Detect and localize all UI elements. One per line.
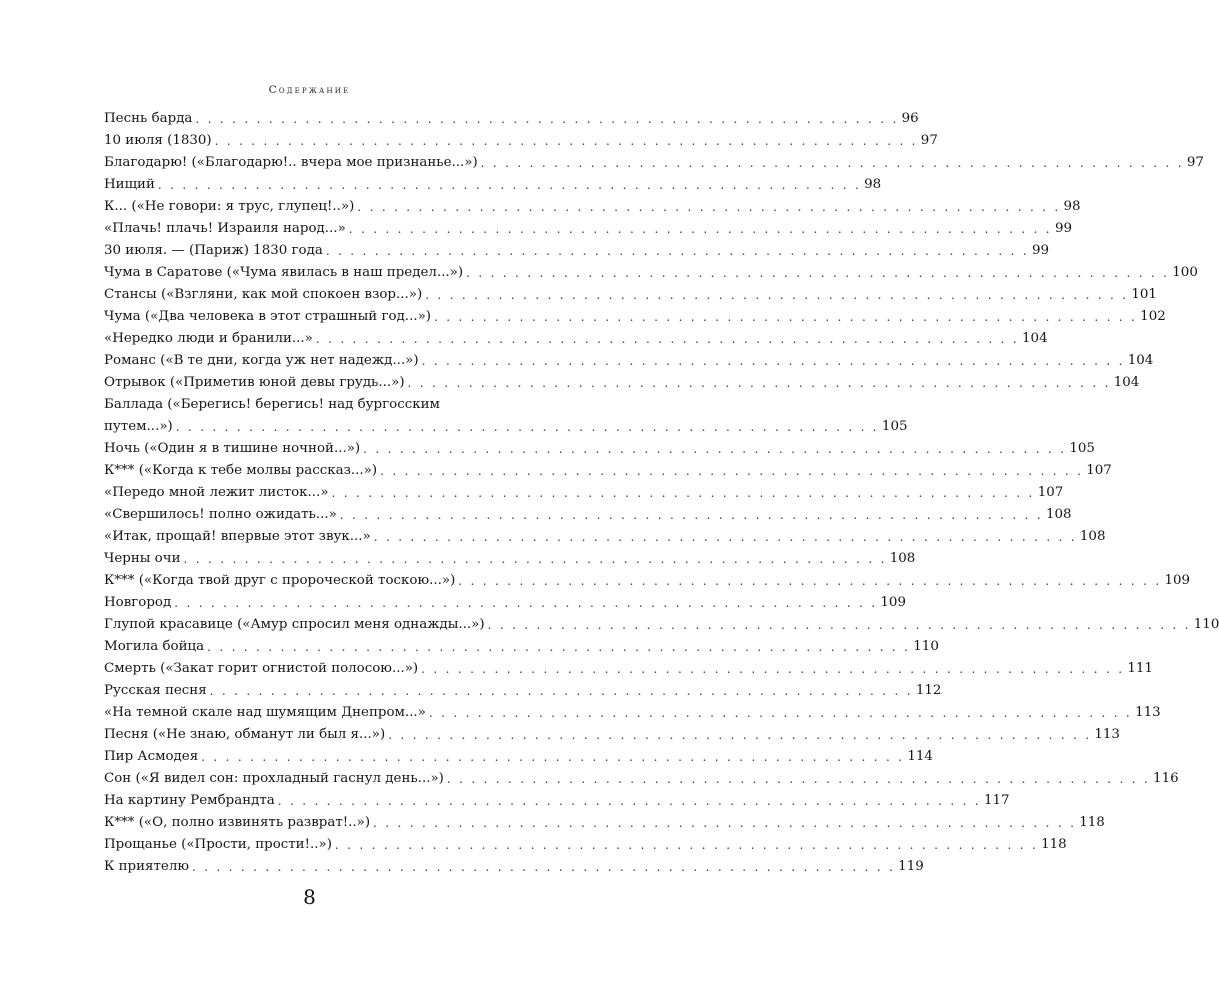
toc-entry-title: Сон («Я видел сон: прохладный гаснул день...»): [104, 771, 444, 786]
toc-entry-title: Отрывок («Приметив юной девы грудь...»): [104, 375, 405, 390]
toc-entry-title: «Передо мной лежит листок...»: [104, 485, 329, 500]
toc-entry-title: К*** («О, полно извинять разврат!..»): [104, 815, 371, 830]
toc-entry-page: 107: [1037, 485, 1064, 500]
toc-entry-title: К*** («Когда твой друг с пророческой тоскою...»): [104, 573, 456, 588]
dot-leader: . . . . . . . . . . . . . . . . . . . . . . . . . . . . . . . . . . . . . . . . . . . . . . . . . . . . . . . . . .: [421, 662, 1125, 676]
toc-entry-page: 99: [1032, 243, 1050, 258]
toc-entry: [104, 592, 906, 614]
page-number: 8: [303, 885, 316, 909]
toc-entry: [104, 130, 938, 152]
toc-entry-title: «Нередко люди и бранили...»: [104, 331, 313, 346]
dot-leader: . . . . . . . . . . . . . . . . . . . . . . . . . . . . . . . . . . . . . . . . . . . . . . . . . . . . . . . . . .: [363, 442, 1067, 456]
dot-leader: . . . . . . . . . . . . . . . . . . . . . . . . . . . . . . . . . . . . . . . . . . . . . . . . . . . . . . . . . .: [207, 640, 911, 654]
dot-leader: . . . . . . . . . . . . . . . . . . . . . . . . . . . . . . . . . . . . . . . . . . . . . . . . . . . . . . . . . .: [315, 332, 1020, 346]
dot-leader: . . . . . . . . . . . . . . . . . . . . . . . . . . . . . . . . . . . . . . . . . . . . . . . . . . . . . . . . . .: [339, 508, 1043, 522]
toc-entry-title: Баллада («Берегись! берегись! над бургосским: [104, 397, 440, 412]
toc-entry: [104, 306, 1166, 328]
dot-leader: . . . . . . . . . . . . . . . . . . . . . . . . . . . . . . . . . . . . . . . . . . . . . . . . . . . . . . . . . .: [174, 596, 878, 610]
toc-entry-title: Могила бойца: [104, 639, 205, 654]
toc-entry-page: 108: [1079, 529, 1106, 544]
toc-entry-page: 119: [898, 859, 924, 874]
dot-leader: . . . . . . . . . . . . . . . . . . . . . . . . . . . . . . . . . . . . . . . . . . . . . . . . . . . . . . . . . .: [331, 486, 1035, 500]
dot-leader: . . . . . . . . . . . . . . . . . . . . . . . . . . . . . . . . . . . . . . . . . . . . . . . . . . . . . . . . . .: [428, 706, 1133, 720]
toc-entry: [104, 856, 924, 878]
toc-entry: [104, 790, 1010, 812]
toc-entry-page: 113: [1094, 727, 1120, 742]
toc-entry-title: «Свершилось! полно ожидать...»: [104, 507, 337, 522]
running-header: Содержание: [268, 84, 351, 96]
toc-entry-page: 105: [1069, 441, 1095, 456]
toc-entry: [104, 152, 1204, 174]
dot-leader: . . . . . . . . . . . . . . . . . . . . . . . . . . . . . . . . . . . . . . . . . . . . . . . . . . . . . . . . . .: [458, 574, 1162, 588]
toc-entry-page: 117: [983, 793, 1010, 808]
toc-entry-page: 116: [1153, 771, 1179, 786]
toc-entry-title: К приятелю: [104, 859, 189, 874]
toc-entry-title: Прощанье («Прости, прости!..»): [104, 837, 332, 852]
dot-leader: . . . . . . . . . . . . . . . . . . . . . . . . . . . . . . . . . . . . . . . . . . . . . . . . . . . . . . . . . .: [466, 266, 1170, 280]
dot-leader: . . . . . . . . . . . . . . . . . . . . . . . . . . . . . . . . . . . . . . . . . . . . . . . . . . . . . . . . . .: [480, 156, 1184, 170]
toc-entry-title: Песня («Не знаю, обманут ли был я...»): [104, 727, 386, 742]
dot-leader: . . . . . . . . . . . . . . . . . . . . . . . . . . . . . . . . . . . . . . . . . . . . . . . . . . . . . . . . . .: [348, 222, 1052, 236]
toc-entry: [104, 614, 1219, 636]
toc-entry-page: 98: [1063, 199, 1081, 214]
toc-entry-title: Песнь барда: [104, 111, 193, 126]
toc-entry-page: 100: [1172, 265, 1198, 280]
toc-entry: [104, 482, 1064, 504]
toc-entry: [104, 240, 1050, 262]
dot-leader: . . . . . . . . . . . . . . . . . . . . . . . . . . . . . . . . . . . . . . . . . . . . . . . . . . . . . . . . . .: [434, 310, 1138, 324]
toc-entry-page: 108: [889, 551, 916, 566]
toc-entry: [104, 196, 1081, 218]
toc-entry-title: «На темной скале над шумящим Днепром...»: [104, 705, 426, 720]
toc-entry-title: Ночь («Один я в тишине ночной...»): [104, 441, 361, 456]
toc-entry: [104, 504, 1072, 526]
toc-entry: [104, 174, 882, 196]
toc-entry-page: 104: [1022, 331, 1048, 346]
dot-leader: . . . . . . . . . . . . . . . . . . . . . . . . . . . . . . . . . . . . . . . . . . . . . . . . . . . . . . . . . .: [380, 464, 1084, 478]
dot-leader: . . . . . . . . . . . . . . . . . . . . . . . . . . . . . . . . . . . . . . . . . . . . . . . . . . . . . . . . . .: [157, 178, 862, 192]
toc-entry-title: 30 июля. — (Париж) 1830 года: [104, 243, 323, 258]
toc-entry: [104, 262, 1198, 284]
dot-leader: . . . . . . . . . . . . . . . . . . . . . . . . . . . . . . . . . . . . . . . . . . . . . . . . . . . . . . . . . .: [373, 816, 1077, 830]
toc-entry: [104, 636, 939, 658]
dot-leader: . . . . . . . . . . . . . . . . . . . . . . . . . . . . . . . . . . . . . . . . . . . . . . . . . . . . . . . . . .: [183, 552, 887, 566]
dot-leader: . . . . . . . . . . . . . . . . . . . . . . . . . . . . . . . . . . . . . . . . . . . . . . . . . . . . . . . . . .: [407, 376, 1111, 390]
toc-entry-title: «Итак, прощай! впервые этот звук...»: [104, 529, 371, 544]
toc-entry-page: 98: [864, 177, 882, 192]
toc-entry-page: 97: [920, 133, 938, 148]
toc-entry-title: Глупой красавице («Амур спросил меня однажды...»): [104, 617, 485, 632]
toc-entry: [104, 724, 1120, 746]
toc-entry-title: Чума в Саратове («Чума явилась в наш предел...»): [104, 265, 464, 280]
toc-entry: [104, 438, 1095, 460]
toc-entry: [104, 812, 1105, 834]
toc-entry-page: 102: [1140, 309, 1166, 324]
toc-entry: [104, 548, 916, 570]
toc-entry: [104, 284, 1157, 306]
toc-entry: [104, 108, 919, 130]
toc-entry-title: 10 июля (1830): [104, 133, 212, 148]
toc-entry: [104, 834, 1067, 856]
toc-entry-title: Нищий: [104, 177, 155, 192]
toc-entry-page: 97: [1186, 155, 1204, 170]
toc-entry-page: 105: [881, 419, 908, 434]
toc-entry: [104, 350, 1154, 372]
toc-entry: [104, 680, 942, 702]
toc-entry-page: 113: [1135, 705, 1161, 720]
toc-entry: [104, 768, 1179, 790]
dot-leader: . . . . . . . . . . . . . . . . . . . . . . . . . . . . . . . . . . . . . . . . . . . . . . . . . . . . . . . . . .: [175, 420, 879, 434]
toc-entry-title: Черны очи: [104, 551, 181, 566]
toc-entry-page: 104: [1113, 375, 1140, 390]
toc-entry-page: 114: [907, 749, 933, 764]
toc-entry-page: 111: [1127, 661, 1153, 676]
toc-entry: [104, 570, 1191, 592]
toc-entry-page: 118: [1041, 837, 1067, 852]
toc-entry-title: На картину Рембрандта: [104, 793, 275, 808]
toc-entry-title: Романс («В те дни, когда уж нет надежд...»): [104, 353, 419, 368]
toc-entry-title: К... («Не говори: я трус, глупец!..»): [104, 199, 355, 214]
toc-entry-page: 112: [915, 683, 942, 698]
toc-entry: [104, 372, 1140, 394]
toc-entry-title: Пир Асмодея: [104, 749, 199, 764]
toc-entry: [104, 702, 1161, 724]
toc-entry-title: Благодарю! («Благодарю!.. вчера мое признанье...»): [104, 155, 478, 170]
toc-entry-page: 101: [1131, 287, 1157, 302]
toc-entry: [104, 328, 1048, 350]
dot-leader: . . . . . . . . . . . . . . . . . . . . . . . . . . . . . . . . . . . . . . . . . . . . . . . . . . . . . . . . . .: [425, 288, 1129, 302]
table-of-contents: [104, 108, 1219, 878]
dot-leader: . . . . . . . . . . . . . . . . . . . . . . . . . . . . . . . . . . . . . . . . . . . . . . . . . . . . . . . . . .: [334, 838, 1039, 852]
dot-leader: . . . . . . . . . . . . . . . . . . . . . . . . . . . . . . . . . . . . . . . . . . . . . . . . . . . . . . . . . .: [388, 728, 1092, 742]
toc-entry-page: 104: [1127, 353, 1154, 368]
dot-leader: . . . . . . . . . . . . . . . . . . . . . . . . . . . . . . . . . . . . . . . . . . . . . . . . . . . . . . . . . .: [373, 530, 1077, 544]
toc-entry: [104, 746, 933, 768]
toc-entry-page: 109: [1164, 573, 1191, 588]
toc-entry-title: Стансы («Взгляни, как мой спокоен взор...»): [104, 287, 423, 302]
dot-leader: . . . . . . . . . . . . . . . . . . . . . . . . . . . . . . . . . . . . . . . . . . . . . . . . . . . . . . . . . .: [421, 354, 1125, 368]
toc-entry: [104, 218, 1072, 240]
dot-leader: . . . . . . . . . . . . . . . . . . . . . . . . . . . . . . . . . . . . . . . . . . . . . . . . . . . . . . . . . .: [209, 684, 913, 698]
toc-entry-page: 118: [1079, 815, 1105, 830]
dot-leader: . . . . . . . . . . . . . . . . . . . . . . . . . . . . . . . . . . . . . . . . . . . . . . . . . . . . . . . . . .: [195, 112, 899, 126]
toc-entry: [104, 394, 908, 438]
toc-entry-page: 110: [1193, 617, 1219, 632]
toc-entry-title: К*** («Когда к тебе молвы рассказ...»): [104, 463, 378, 478]
dot-leader: . . . . . . . . . . . . . . . . . . . . . . . . . . . . . . . . . . . . . . . . . . . . . . . . . . . . . . . . . .: [357, 200, 1061, 214]
toc-entry-page: 99: [1054, 221, 1072, 236]
toc-entry: [104, 526, 1106, 548]
dot-leader: . . . . . . . . . . . . . . . . . . . . . . . . . . . . . . . . . . . . . . . . . . . . . . . . . . . . . . . . . .: [446, 772, 1151, 786]
dot-leader: . . . . . . . . . . . . . . . . . . . . . . . . . . . . . . . . . . . . . . . . . . . . . . . . . . . . . . . . . .: [325, 244, 1029, 258]
dot-leader: . . . . . . . . . . . . . . . . . . . . . . . . . . . . . . . . . . . . . . . . . . . . . . . . . . . . . . . . . .: [192, 860, 896, 874]
toc-entry-title-continued: путем...»): [104, 419, 173, 434]
toc-entry-page: 108: [1045, 507, 1072, 522]
dot-leader: . . . . . . . . . . . . . . . . . . . . . . . . . . . . . . . . . . . . . . . . . . . . . . . . . . . . . . . . . .: [487, 618, 1191, 632]
toc-entry-page: 109: [880, 595, 906, 610]
dot-leader: . . . . . . . . . . . . . . . . . . . . . . . . . . . . . . . . . . . . . . . . . . . . . . . . . . . . . . . . . .: [214, 134, 918, 148]
toc-entry-title: Новгород: [104, 595, 172, 610]
toc-entry-title: Смерть («Закат горит огнистой полосою...»): [104, 661, 419, 676]
toc-entry-page: 96: [901, 111, 919, 126]
dot-leader: . . . . . . . . . . . . . . . . . . . . . . . . . . . . . . . . . . . . . . . . . . . . . . . . . . . . . . . . . .: [201, 750, 905, 764]
toc-entry: [104, 460, 1112, 482]
toc-entry-page: 110: [913, 639, 939, 654]
dot-leader: . . . . . . . . . . . . . . . . . . . . . . . . . . . . . . . . . . . . . . . . . . . . . . . . . . . . . . . . . .: [277, 794, 981, 808]
toc-entry-page: 107: [1086, 463, 1112, 478]
toc-entry-title: Русская песня: [104, 683, 207, 698]
toc-entry-title: «Плачь! плачь! Израиля народ...»: [104, 221, 346, 236]
toc-entry: [104, 658, 1153, 680]
toc-entry-title: Чума («Два человека в этот страшный год...»): [104, 309, 431, 324]
